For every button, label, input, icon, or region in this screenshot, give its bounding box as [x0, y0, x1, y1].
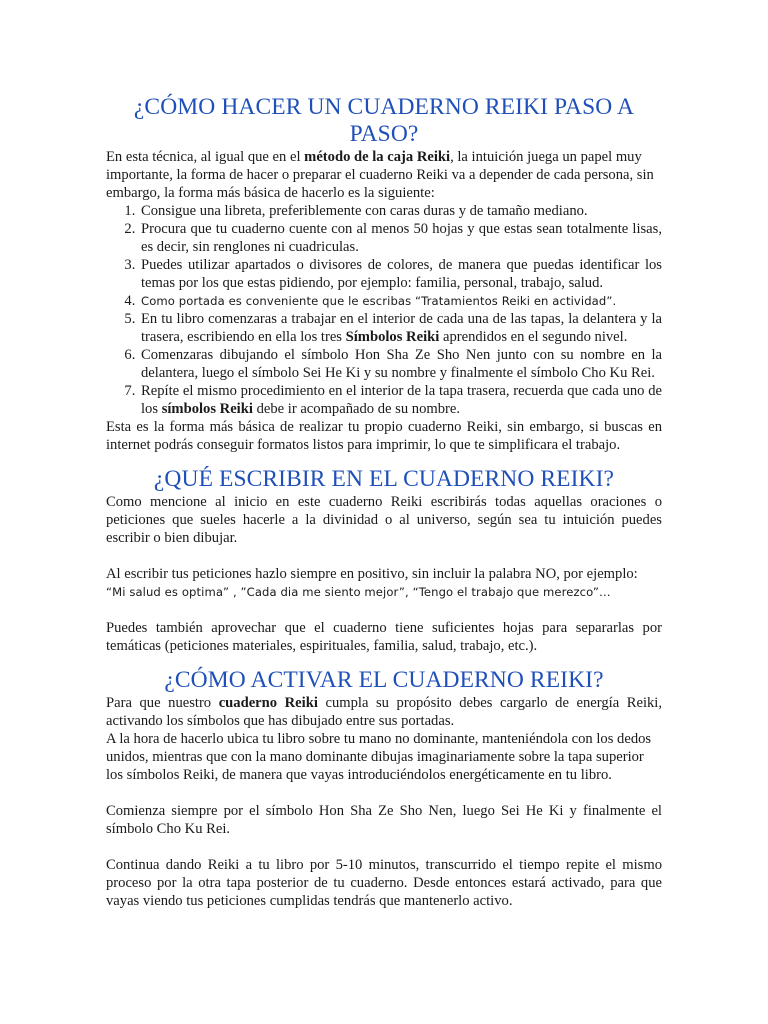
- section-3-paragraph-1: Para que nuestro cuaderno Reiki cumpla su propósito debes cargarlo de energía Reiki, activando los símbolos que has dibujado entre sus portadas.: [106, 695, 663, 729]
- section-2-paragraph-1: Como mencione al inicio en este cuaderno Reiki escribirás todas aquellas oraciones o peticiones que sueles hacerle a la divinidad o al universo, según sea tu intuición puedes escribir o bien dibujar.: [106, 494, 662, 546]
- list-item: 1. Consigue una libreta, preferiblemente con caras duras y de tamaño mediano.: [139, 202, 662, 220]
- document-content: [106, 94, 662, 910]
- section-3-title: ¿CÓMO ACTIVAR EL CUADERNO REIKI?: [164, 667, 604, 693]
- list-item: 3. Puedes utilizar apartados o divisores de colores, de manera que puedas identificar los temas por los que estas pidiendo, por ejemplo: familia, personal, trabajo, salud.: [139, 256, 662, 292]
- list-item: 7. Repíte el mismo procedimiento en el interior de la tapa trasera, recuerda que cada uno de los símbolos Reiki debe ir acompañado de su nombre.: [139, 382, 662, 418]
- list-item: 5. En tu libro comenzaras a trabajar en el interior de cada una de las tapas, la delantera y la trasera, escribiendo en ella los tres Símbolos Reiki aprendidos en el segundo nivel.: [139, 310, 662, 346]
- section-3-paragraph-4: Continua dando Reiki a tu libro por 5-10 minutos, transcurrido el tiempo repite el mismo proceso por la otra tapa posterior de tu cuaderno. Desde entonces estará activado, para que vayas viendo tus peticiones cumplidas tendrás que mantenerlo activo.: [106, 857, 662, 909]
- steps-list: [106, 202, 662, 418]
- section-1-closing: Esta es la forma más básica de realizar tu propio cuaderno Reiki, sin embargo, si buscas en internet podrás conseguir formatos listos para imprimir, lo que te simplificara el trabajo.: [106, 419, 662, 453]
- list-item: 4. Como portada es conveniente que le escribas “Tratamientos Reiki en actividad”.: [139, 292, 662, 310]
- section-1-title: ¿CÓMO HACER UN CUADERNO REIKI PASO A PASO?: [133, 94, 635, 147]
- list-item: 6. Comenzaras dibujando el símbolo Hon Sha Ze Sho Nen junto con su nombre en la delantera, luego el símbolo Sei He Ki y su nombre y finalmente el símbolo Cho Ku Rei.: [139, 346, 662, 382]
- list-item: 2. Procura que tu cuaderno cuente con al menos 50 hojas y que estas sean totalmente lisas, es decir, sin renglones ni cuadriculas.: [139, 220, 662, 256]
- section-3-paragraph-3: Comienza siempre por el símbolo Hon Sha Ze Sho Nen, luego Sei He Ki y finalmente el símbolo Cho Ku Rei.: [106, 803, 662, 837]
- section-3-paragraph-2: A la hora de hacerlo ubica tu libro sobre tu mano no dominante, manteniéndola con los dedos unidos, mientras que con la mano dominante dibujas imaginariamente sobre la tapa superior los símbolos Reiki, de manera que vayas introduciéndolos energéticamente en tu libro.: [106, 731, 652, 783]
- section-2-title: ¿QUÉ ESCRIBIR EN EL CUADERNO REIKI?: [153, 466, 615, 492]
- section-1-intro: En esta técnica, al igual que en el método de la caja Reiki, la intuición juega un papel muy importante, la forma de hacer o preparar el cuaderno Reiki va a depender de cada persona, sin embargo, la forma más básica de hacerlo es la siguiente:: [106, 149, 654, 201]
- section-2-paragraph-3: Puedes también aprovechar que el cuaderno tiene suficientes hojas para separarlas por temáticas (peticiones materiales, espirituales, familia, salud, trabajo, etc.).: [106, 620, 662, 654]
- section-2-paragraph-2: Al escribir tus peticiones hazlo siempre en positivo, sin incluir la palabra NO, por ejemplo: “Mi salud es optima” , ”Cada dia me siento mejor”, “Tengo el trabajo que merezco”…: [106, 566, 638, 599]
